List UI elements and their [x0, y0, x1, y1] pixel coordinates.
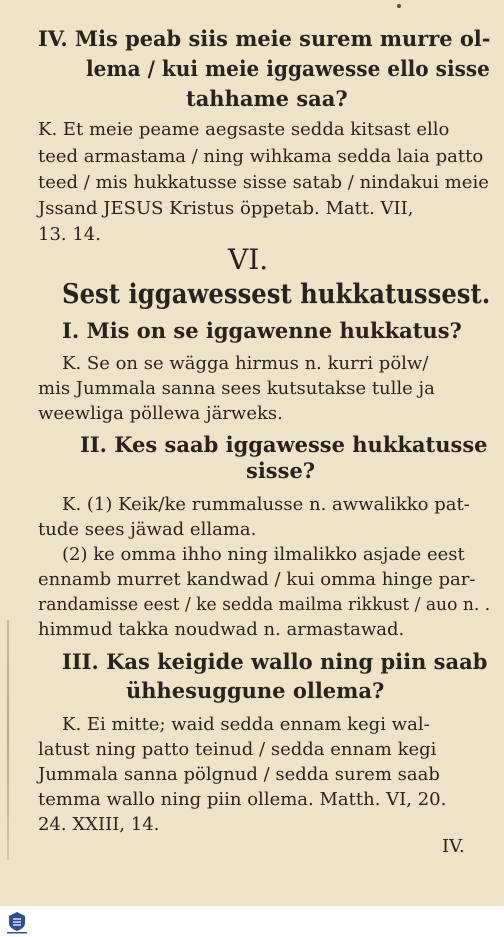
viewer-footer	[0, 906, 504, 937]
answer-ii-line-1: K. (1) Keik/ke rummalusse n. awwalikko pat-	[62, 494, 470, 515]
answer-iii-line-1: K. Ei mitte; waid sedda ennam kegi wal-	[62, 714, 430, 735]
answer-i-line-1: K. Se on se wägga hirmus n. kurri pölw/	[62, 353, 429, 374]
question-ii-line-1: II. Kes saab iggawesse hukkatusse	[80, 432, 488, 457]
answer-iii-line-5: 24. XXIII, 14.	[38, 814, 160, 835]
catchword: IV.	[442, 836, 465, 857]
question-iii-line-2: ühhesuggune ollema?	[126, 678, 385, 703]
question-iii-line-1: III. Kas keigide wallo ning piin saab	[62, 649, 488, 674]
answer-i-line-3: weewliga pöllewa järweks.	[38, 403, 283, 424]
answer-i-line-2: mis Jummala sanna sees kutsutakse tulle ja	[38, 378, 435, 399]
section-heading: Sest iggawessest hukkatussest.	[62, 279, 491, 310]
question-iv-line-3: tahhame saa?	[186, 86, 348, 111]
question-iv-line-2: lema / kui meie iggawesse ello sisse	[86, 56, 490, 81]
answer-ii-line-3: (2) ke omma ihho ning ilmalikko asjade eest	[62, 544, 465, 565]
answer-iii-line-4: temma wallo ning piin ollema. Matth. VI, 20.	[38, 789, 447, 810]
ink-blot	[397, 4, 401, 8]
answer-iv-line-3: teed / mis hukkatusse sisse satab / nindakui meie	[38, 172, 489, 193]
library-crest-icon	[4, 909, 30, 935]
answer-ii-line-4: ennamb murret kandwad / kui omma hinge par-	[38, 569, 476, 590]
section-number: VI.	[228, 243, 269, 276]
page-edge-shadow	[7, 620, 9, 860]
answer-iv-line-2: teed armastama / ning wihkama sedda laia patto	[38, 146, 484, 167]
question-i: I. Mis on se iggawenne hukkatus?	[62, 318, 462, 343]
answer-iii-line-2: latust ning patto teinud / sedda ennam kegi	[38, 739, 437, 760]
answer-iv-line-4: Jssand JESUS Kristus öppetab. Matt. VII,	[38, 198, 414, 219]
question-ii-line-2: sisse?	[246, 458, 316, 483]
question-iv-line-1: IV. Mis peab siis meie surem murre ol-	[38, 26, 491, 51]
answer-ii-line-2: tude sees jäwad ellama.	[38, 519, 257, 540]
answer-iv-line-1: K. Et meie peame aegsaste sedda kitsast ello	[38, 119, 450, 140]
answer-iv-line-5: 13. 14.	[38, 224, 101, 245]
answer-ii-line-5: randamisse eest / ke sedda mailma rikkust / auo n. .	[38, 594, 491, 615]
answer-iii-line-3: Jummala sanna pölgnud / sedda surem saab	[38, 764, 440, 785]
answer-ii-line-6: himmud takka noudwad n. armastawad.	[38, 619, 405, 640]
